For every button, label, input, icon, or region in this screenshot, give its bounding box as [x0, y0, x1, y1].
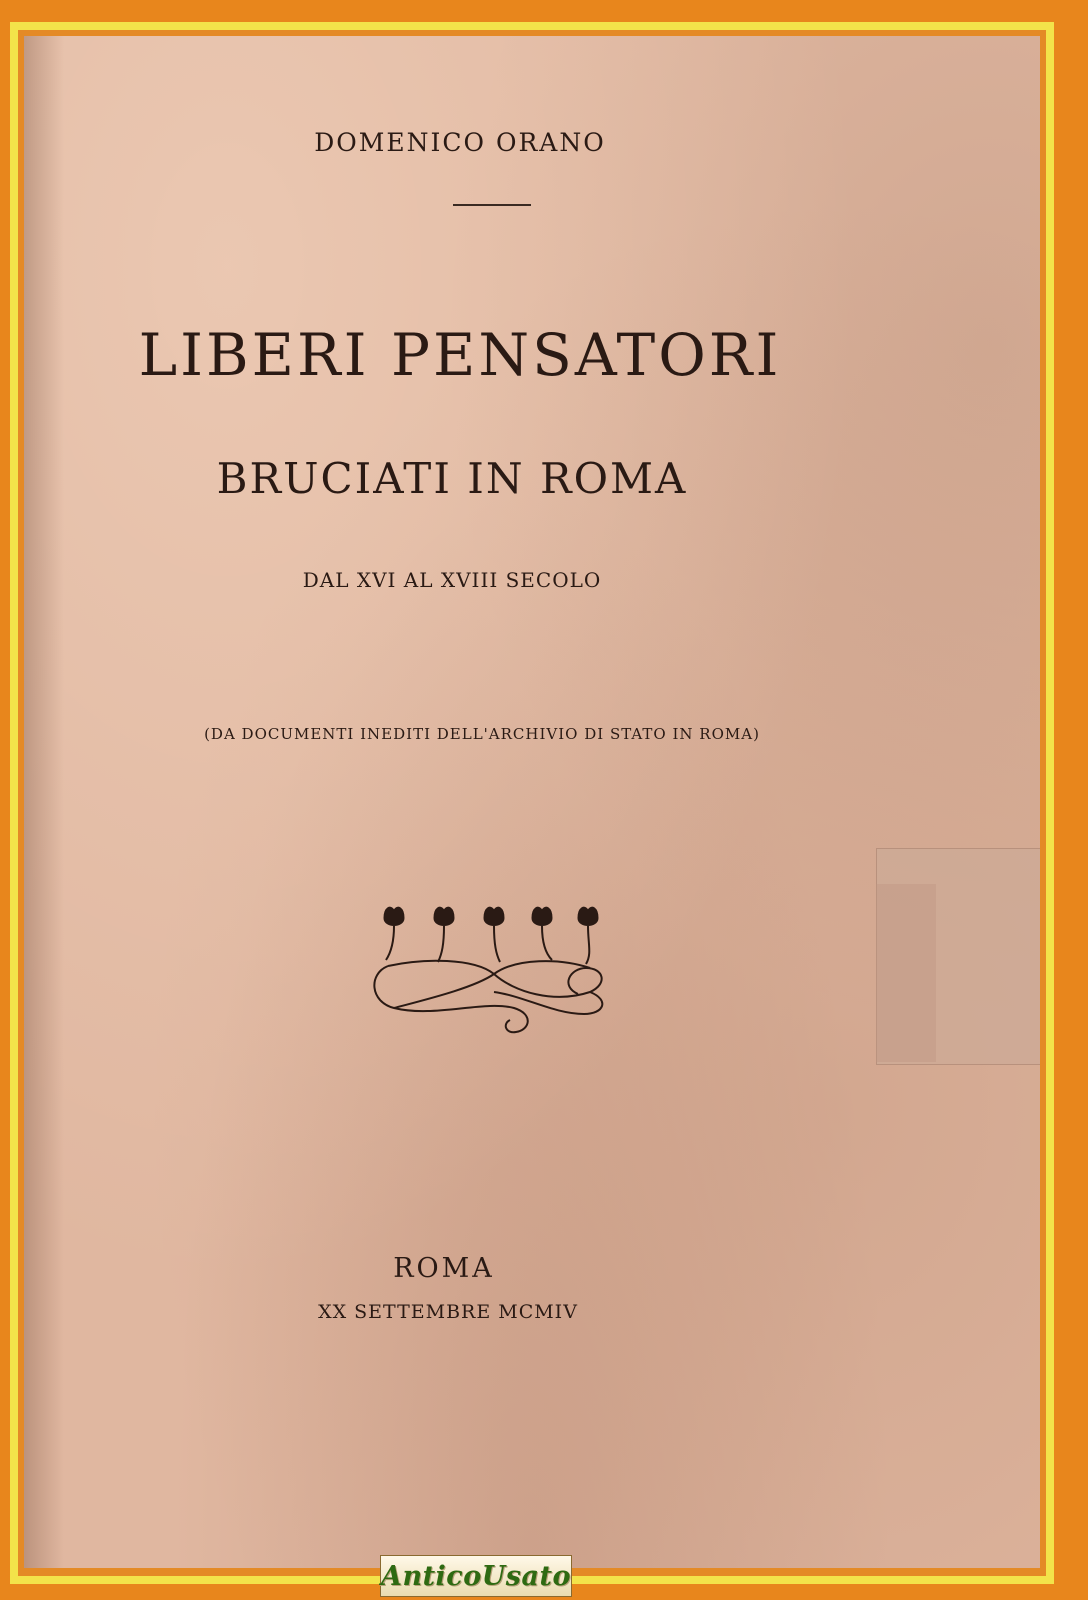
publication-date: XX SETTEMBRE MCMIV [318, 1301, 578, 1323]
flourish-icon [374, 961, 602, 1033]
book-cover [24, 36, 1040, 1568]
book-title-line-1: LIBERI PENSATORI [138, 321, 782, 389]
tulip-icon [532, 907, 552, 960]
tulip-icon [384, 907, 404, 960]
logo-text: AnticoUsato [381, 1560, 571, 1592]
floral-tulip-flourish-icon [364, 896, 614, 1046]
book-title-line-2: BRUCIATI IN ROMA [216, 454, 688, 503]
divider-rule [453, 204, 531, 206]
book-subtitle: DAL XVI AL XVIII SECOLO [302, 568, 602, 592]
spine-edge [24, 36, 64, 1568]
tulip-icon [484, 907, 504, 962]
source-note: (DA DOCUMENTI INEDITI DELL'ARCHIVIO DI STATO IN ROMA) [204, 725, 760, 743]
tulip-icon [578, 907, 598, 964]
watermark-logo [380, 1555, 572, 1597]
repair-tape-strip [876, 884, 936, 1062]
publication-place: ROMA [393, 1253, 495, 1284]
tulip-icon [434, 907, 454, 962]
author-name: DOMENICO ORANO [314, 128, 606, 157]
